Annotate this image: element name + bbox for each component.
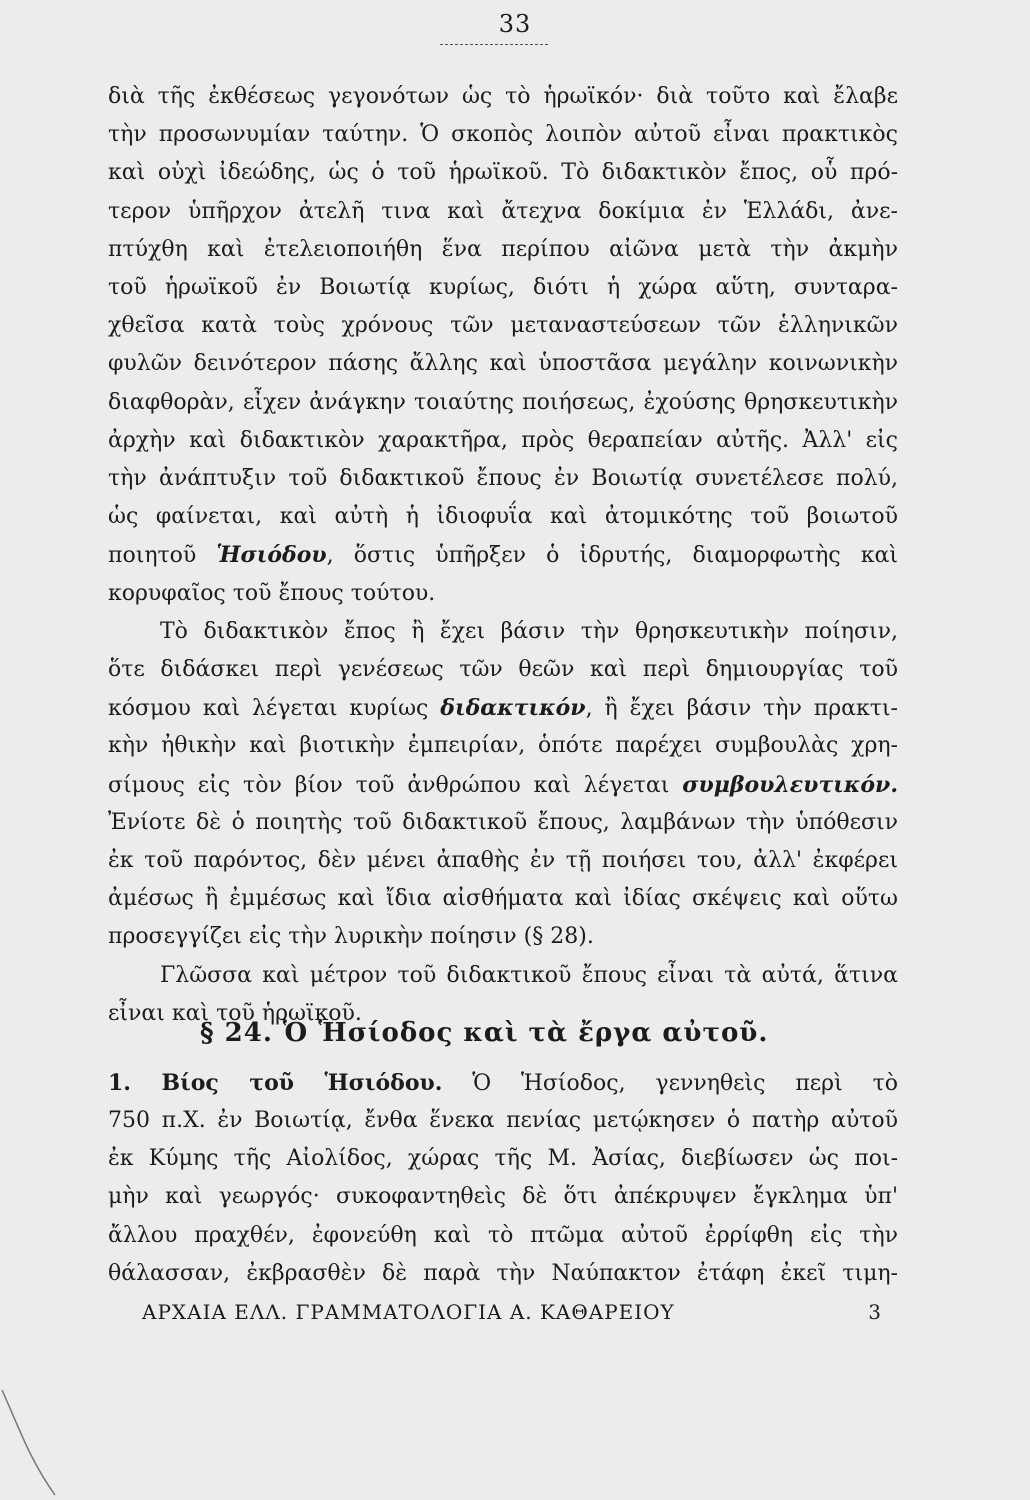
section-heading: § 24. Ὁ Ἡσίοδος καὶ τὰ ἔργα αὐτοῦ. [200, 1018, 769, 1048]
text-line: σίμους εἰς τὸν βίον τοῦ ἀνθρώπου καὶ λέγεται συμβουλευτικόν. [108, 771, 898, 798]
text-line: Τὸ διδακτικὸν ἔπος ἢ ἔχει βάσιν τὴν θρησκευτικὴν ποίησιν, [160, 618, 898, 644]
text-line: διὰ τῆς ἐκθέσεως γεγονότων ὡς τὸ ἡρωϊκόν· διὰ τοῦτο καὶ ἔλαβε [108, 84, 898, 109]
text-line: κορυφαῖος τοῦ ἔπους τούτου. [108, 580, 436, 606]
text-line: ποιητοῦ Ἡσιόδου, ὅστις ὑπῆρξεν ὁ ἱδρυτής, διαμορφωτὴς καὶ [108, 542, 898, 569]
subsection-label: 1. Βίος τοῦ Ἡσιόδου. [108, 1070, 443, 1096]
subsection-first-text: Ὁ Ἡσίοδος, γεννηθεὶς περὶ τὸ [472, 1071, 898, 1096]
text-line: ὅτε διδάσκει περὶ γενέσεως τῶν θεῶν καὶ περὶ δημιουργίας τοῦ [108, 657, 898, 682]
text-line: ὡς φαίνεται, καὶ αὐτὴ ἡ ἰδιοφυΐα καὶ ἀτομικότης τοῦ βοιωτοῦ [108, 504, 898, 530]
text-line: ἀρχὴν καὶ διδακτικὸν χαρακτῆρα, πρὸς θεραπείαν αὐτῆς. Ἀλλ' εἰς [108, 427, 898, 453]
text-line: κὴν ἠθικὴν καὶ βιοτικὴν ἐμπειρίαν, ὁπότε παρέχει συμβουλὰς χρη- [108, 733, 898, 759]
text-line: Γλῶσσα καὶ μέτρον τοῦ διδακτικοῦ ἔπους εἶναι τὰ αὐτά, ἅτινα [160, 962, 898, 988]
text-line: ἐκ Κύμης τῆς Αἰολίδος, χώρας τῆς Μ. Ἀσίας, διεβίωσεν ὡς ποι- [108, 1146, 898, 1172]
text-line: τὴν ἀνάπτυξιν τοῦ διδακτικοῦ ἔπους ἐν Βοιωτίᾳ συνετέλεσε πολύ, [108, 466, 898, 491]
text-line: πτύχθη καὶ ἐτελειοποιήθη ἕνα περίπου αἰῶνα μετὰ τὴν ἀκμὴν [108, 236, 898, 262]
text-line: ἄλλου πραχθέν, ἐφονεύθη καὶ τὸ πτῶμα αὐτοῦ ἐρρίφθη εἰς τὴν [108, 1222, 898, 1248]
page-number: 33 [498, 10, 532, 38]
pencil-mark [0, 1380, 60, 1500]
text-line: διαφθορὰν, εἶχεν ἀνάγκην τοιαύτης ποιήσεως, ἐχούσης θρησκευτικὴν [108, 389, 898, 415]
header-rule [440, 44, 548, 45]
text-line: θάλασσαν, ἐκβρασθὲν δὲ παρὰ τὴν Ναύπακτον ἐτάφη ἐκεῖ τιμη- [108, 1260, 898, 1286]
page-footer [142, 1300, 882, 1324]
text-line: τοῦ ἡρωϊκοῦ ἐν Βοιωτίᾳ κυρίως, διότι ἡ χώρα αὕτη, συνταρα- [108, 275, 898, 300]
text-line: τερον ὑπῆρχον ἀτελῆ τινα καὶ ἄτεχνα δοκίμια ἐν Ἑλλάδι, ἀνε- [108, 198, 898, 224]
footer-title: ΑΡΧΑΙΑ ΕΛΛ. ΓΡΑΜΜΑΤΟΛΟΓΙΑ Α. ΚΑΘΑΡΕΙΟΥ [142, 1300, 675, 1324]
text-line: ἀμέσως ἢ ἐμμέσως καὶ ἴδια αἰσθήματα καὶ ἰδίας σκέψεις καὶ οὕτω [108, 886, 898, 912]
text-line: Ἐνίοτε δὲ ὁ ποιητὴς τοῦ διδακτικοῦ ἔπους, λαμβάνων τὴν ὑπόθεσιν [108, 809, 898, 835]
text-line: χθεῖσα κατὰ τοὺς χρόνους τῶν μεταναστεύσεων τῶν ἑλληνικῶν [108, 313, 898, 339]
subsection-first-line [108, 1068, 898, 1099]
text-line: μὴν καὶ γεωργός· συκοφαντηθεὶς δὲ ὅτι ἀπέκρυψεν ἔγκλημα ὑπ' [108, 1184, 898, 1210]
text-line: τὴν προσωνυμίαν ταύτην. Ὁ σκοπὸς λοιπὸν αὐτοῦ εἶναι πρακτικὸς [108, 122, 898, 148]
text-line: ἐκ τοῦ παρόντος, δὲν μένει ἀπαθὴς ἐν τῇ ποιήσει του, ἀλλ' ἐκφέρει [108, 848, 898, 873]
footer-signature: 3 [868, 1300, 882, 1324]
text-line: εἶναι καὶ τοῦ ἡρωϊκοῦ. [108, 1000, 362, 1026]
text-line: καὶ οὐχὶ ἰδεώδης, ὡς ὁ τοῦ ἡρωϊκοῦ. Τὸ διδακτικὸν ἔπος, οὗ πρό- [108, 160, 898, 186]
text-line: φυλῶν δεινότερον πάσης ἄλλης καὶ ὑποστᾶσα μεγάλην κοινωνικὴν [108, 351, 898, 377]
text-line: προσεγγίζει εἰς τὴν λυρικὴν ποίησιν (§ 28). [108, 924, 594, 950]
text-line: κόσμου καὶ λέγεται κυρίως διδακτικόν, ἢ ἔχει βάσιν τὴν πρακτι- [108, 695, 898, 722]
text-line: 750 π.Χ. ἐν Βοιωτίᾳ, ἔνθα ἕνεκα πενίας μετῴκησεν ὁ πατὴρ αὐτοῦ [108, 1108, 898, 1133]
